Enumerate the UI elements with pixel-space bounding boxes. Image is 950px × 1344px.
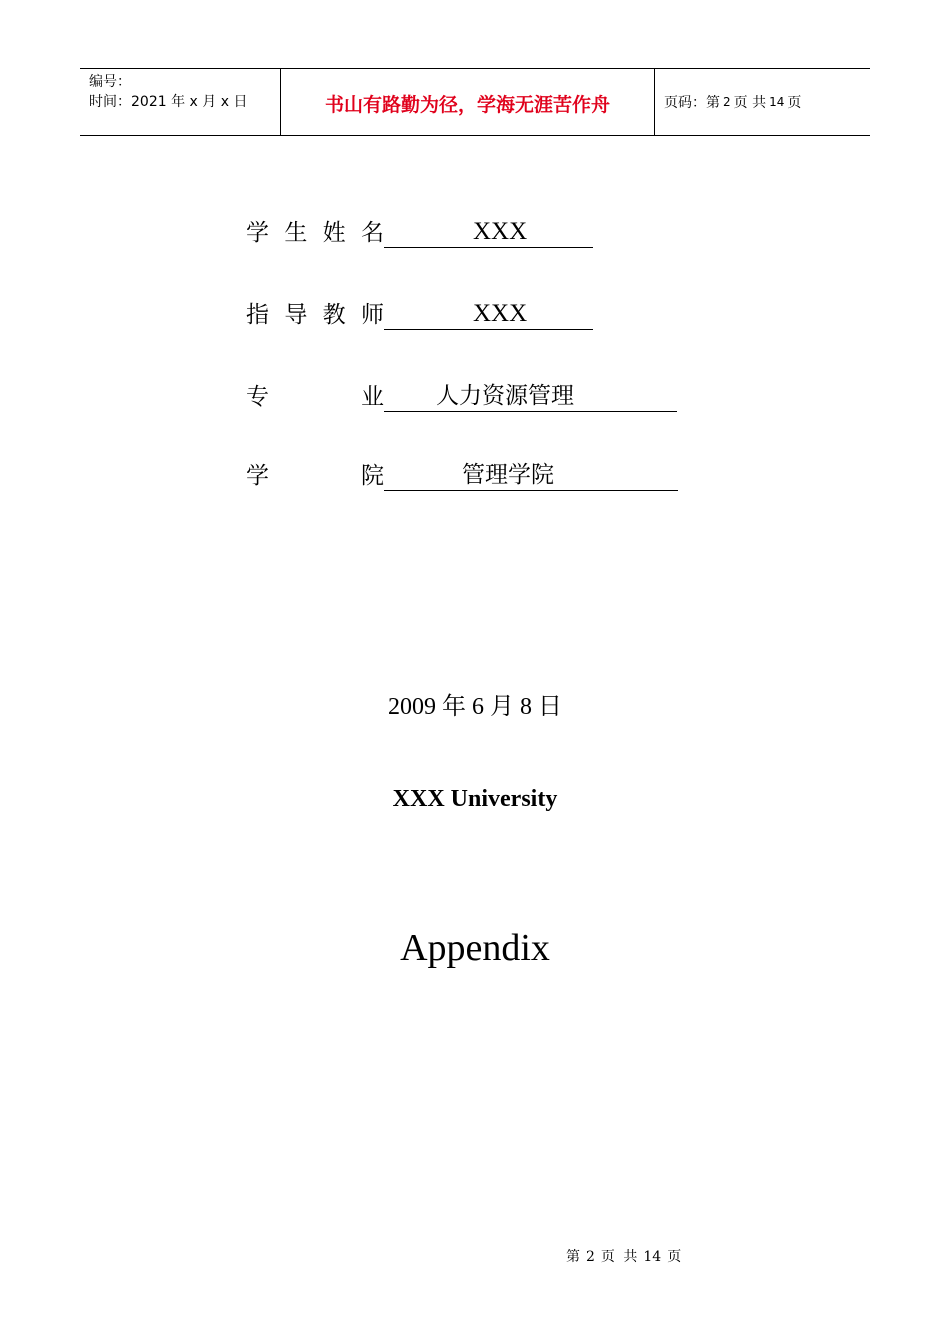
motto-text: 书山有路勤为径，学海无涯苦作舟 — [324, 93, 610, 116]
footer-current: 2 — [586, 1249, 595, 1265]
label-char: 姓 — [322, 220, 346, 246]
field-value: XXX — [384, 217, 593, 248]
header-page-prefix: 页码：第 — [664, 95, 720, 111]
label-char: 院 — [361, 463, 384, 489]
label-char: 导 — [284, 302, 308, 328]
label-char: 业 — [361, 384, 384, 410]
document-date: 2009 年 6 月 8 日 — [388, 694, 562, 720]
field-value: 人力资源管理 — [384, 381, 677, 412]
field-major — [246, 380, 677, 412]
header-page-suffix: 页 — [787, 95, 802, 111]
footer-suffix: 页 — [667, 1249, 682, 1265]
label-char: 师 — [360, 302, 384, 328]
label-char: 生 — [284, 220, 308, 246]
footer-prefix: 第 — [566, 1249, 580, 1265]
field-label — [246, 218, 384, 248]
field-value: 管理学院 — [384, 460, 678, 491]
field-advisor — [246, 298, 593, 330]
header-number: 编号： — [89, 74, 131, 90]
field-value: XXX — [384, 299, 593, 330]
header-time: 时间：2021 年 x 月 x 日 — [89, 94, 248, 110]
header-motto — [281, 69, 655, 135]
label-char: 学 — [246, 463, 269, 489]
label-char: 专 — [246, 384, 269, 410]
footer-total: 14 — [643, 1249, 662, 1265]
label-char: 学 — [246, 220, 269, 246]
field-college — [246, 459, 678, 491]
header-page-total: 14 — [769, 95, 785, 109]
header-page-current: 2 — [723, 95, 731, 109]
page-header — [80, 68, 870, 136]
header-page-middle: 页 共 — [733, 95, 767, 111]
label-char: 指 — [246, 302, 269, 328]
header-page-info — [655, 69, 870, 135]
university-name: XXX University — [392, 786, 558, 812]
field-label — [246, 300, 384, 330]
label-char: 名 — [360, 220, 384, 246]
field-student-name — [246, 216, 593, 248]
page-footer — [563, 1246, 684, 1266]
field-label — [246, 382, 384, 412]
label-char: 教 — [322, 302, 346, 328]
header-meta — [80, 69, 281, 135]
appendix-title: Appendix — [400, 927, 550, 969]
footer-middle: 页 共 — [600, 1249, 638, 1265]
field-label — [246, 461, 384, 491]
